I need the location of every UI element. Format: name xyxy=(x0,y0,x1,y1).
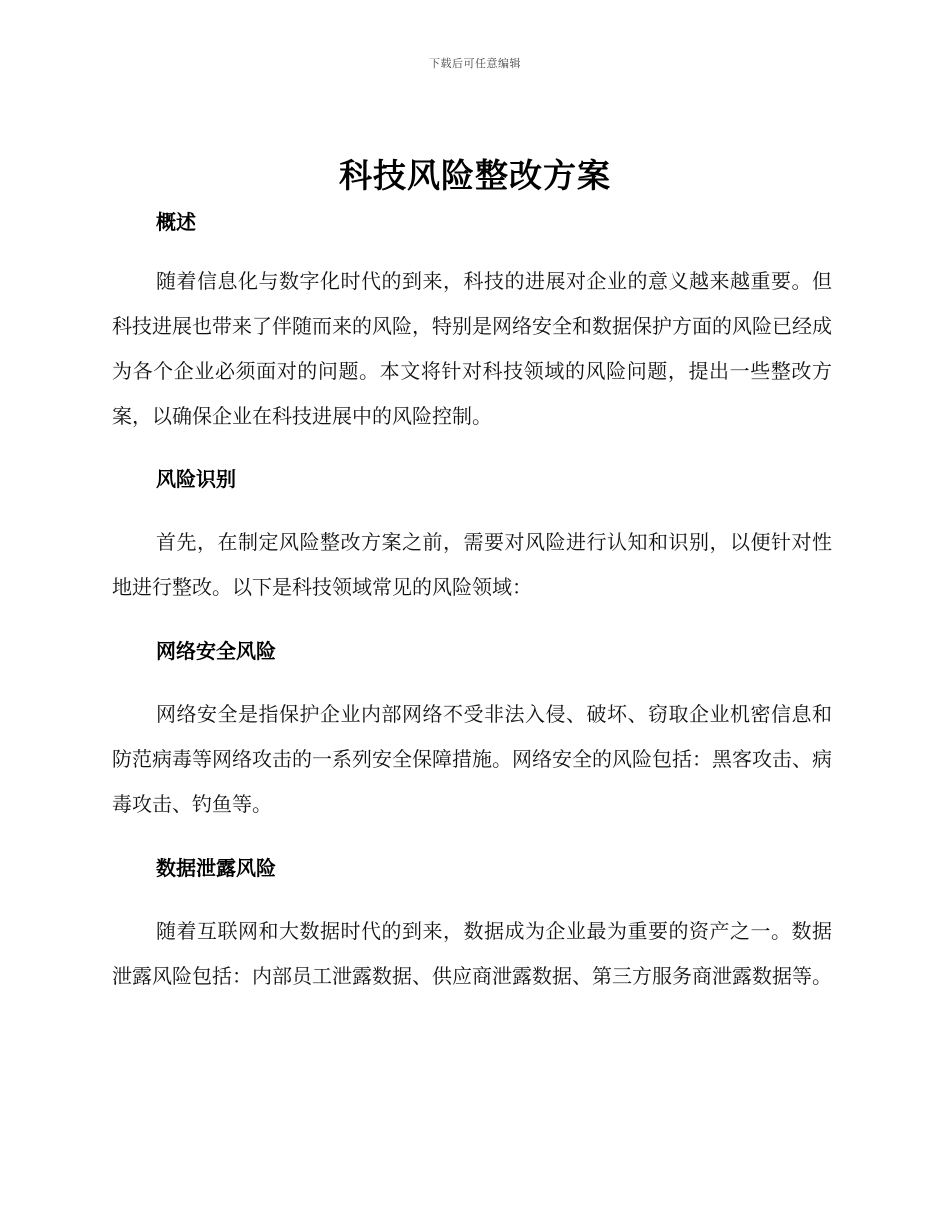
section-heading-overview: 概述 xyxy=(156,210,196,234)
section-heading-network-security: 网络安全风险 xyxy=(156,639,276,663)
section-heading-risk-identification: 风险识别 xyxy=(156,467,236,491)
section-heading-data-leak: 数据泄露风险 xyxy=(156,856,276,880)
section-paragraph-network-security: 网络安全是指保护企业内部网络不受非法入侵、破坏、窃取企业机密信息和防范病毒等网络攻击的一系列安全保障措施。网络安全的风险包括：黑客攻击、病毒攻击、钓鱼等。 xyxy=(112,702,832,816)
header-note: 下载后可任意编辑 xyxy=(429,57,521,70)
section-paragraph-data-leak: 随着互联网和大数据时代的到来，数据成为企业最为重要的资产之一。数据泄露风险包括：内部员工泄露数据、供应商泄露数据、第三方服务商泄露数据等。 xyxy=(112,919,832,988)
section-paragraph-overview: 随着信息化与数字化时代的到来，科技的进展对企业的意义越来越重要。但科技进展也带来了伴随而来的风险，特别是网络安全和数据保护方面的风险已经成为各个企业必须面对的问题。本文将针对科技领域的风险问题，提出一些整改方案，以确保企业在科技进展中的风险控制。 xyxy=(112,269,832,428)
page-title: 科技风险整改方案 xyxy=(339,156,611,195)
document-body xyxy=(112,205,832,999)
section-paragraph-risk-identification: 首先，在制定风险整改方案之前，需要对风险进行认知和识别，以便针对性地进行整改。以下是科技领域常见的风险领域： xyxy=(112,530,832,599)
